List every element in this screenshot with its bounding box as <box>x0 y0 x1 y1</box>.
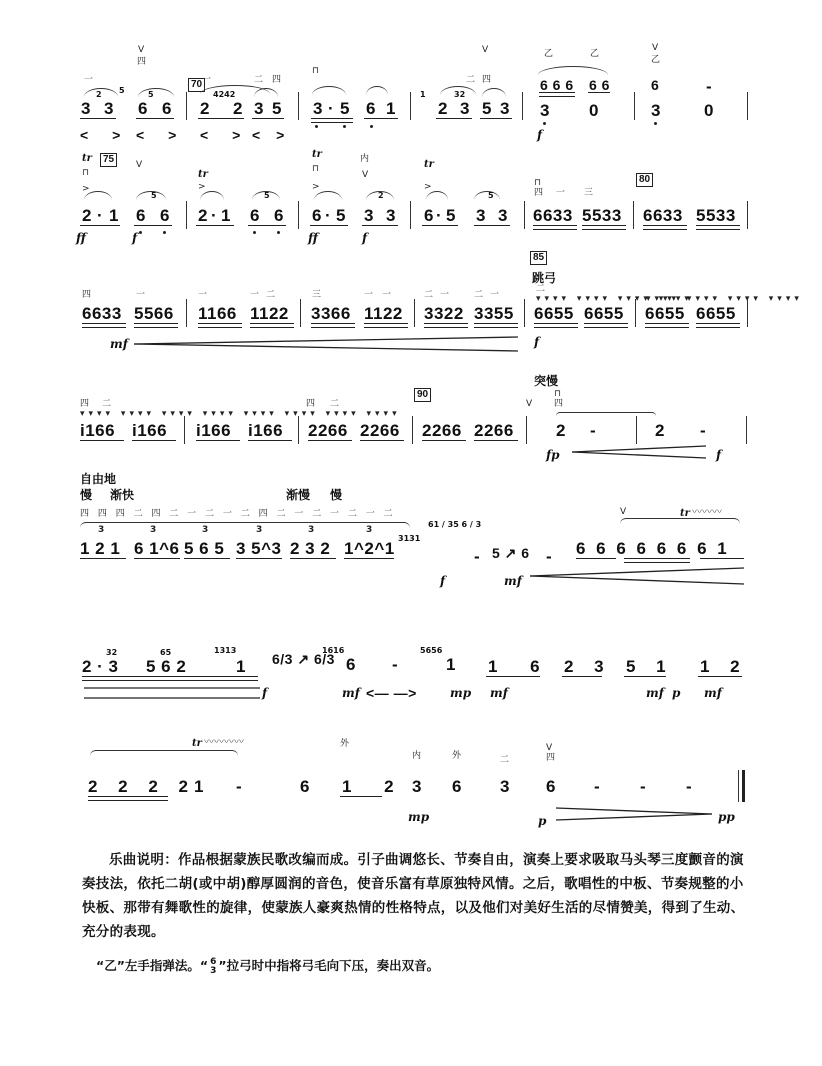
staff-row-6 <box>0 610 822 720</box>
trill-mark: tr <box>424 159 434 170</box>
note: 5 <box>482 99 492 118</box>
barline <box>526 416 527 444</box>
fingering: 一 <box>490 290 500 300</box>
note: 5 <box>340 99 350 118</box>
note: 3 <box>540 101 550 120</box>
note-group: 5 6 5 <box>184 539 225 558</box>
note: 1 <box>109 206 119 225</box>
note-group: 5566 <box>134 304 174 323</box>
note: 2 <box>233 99 243 118</box>
slur <box>312 86 346 95</box>
slur <box>138 88 174 97</box>
rest-dash: - <box>706 77 713 96</box>
fingering: 二 <box>424 290 434 300</box>
bow-down-icon: ⊓ <box>534 178 542 188</box>
barline <box>633 201 634 229</box>
fingering: 四 <box>137 57 147 67</box>
note: 1 <box>221 206 231 225</box>
note-group: 2 3 2 <box>290 539 331 558</box>
fingering: 一 <box>202 75 212 85</box>
note: 6 <box>274 206 284 225</box>
note: 1 <box>236 657 246 676</box>
note: 6 <box>424 206 434 225</box>
note: 3 <box>364 206 374 225</box>
hairpin: < > <box>200 127 251 143</box>
note: 6 <box>162 99 172 118</box>
barline <box>634 92 635 120</box>
fingering: 四 <box>534 188 544 198</box>
bow-up-icon: V <box>546 743 553 753</box>
fingering: 乙 <box>590 49 600 59</box>
note: 6 <box>452 777 462 796</box>
note-group: 6633 <box>533 206 573 225</box>
note: 2 <box>655 421 665 440</box>
barline <box>747 92 748 120</box>
dynamic-mark: pp <box>718 810 735 824</box>
slur <box>482 88 506 97</box>
barline <box>524 299 525 327</box>
note: 3 <box>500 99 510 118</box>
note: 5 <box>446 206 456 225</box>
dynamic-mark: ff <box>76 231 86 245</box>
trill-mark: tr <box>198 169 208 180</box>
slur <box>538 66 608 75</box>
note: 3 <box>313 99 323 118</box>
grace-note: 5 <box>488 191 494 200</box>
slur <box>366 86 388 95</box>
barline <box>184 416 185 444</box>
grace-note: 5 <box>148 90 154 99</box>
rest-dash: - <box>640 777 647 796</box>
fingering: 二 <box>466 75 476 85</box>
note-group: 6655 <box>534 304 574 323</box>
triplet-mark: 3 <box>366 525 373 535</box>
bow-down-icon: ⊓ <box>554 389 562 399</box>
rehearsal-mark-70: 70 <box>188 78 205 92</box>
dynamic-mark: f <box>262 686 268 700</box>
fingering: 内 <box>412 751 422 761</box>
staff-row-3 <box>0 252 822 365</box>
fingering: 一 <box>250 290 260 300</box>
rest-dash: - <box>236 777 243 796</box>
staff-row-5 <box>0 468 822 598</box>
note: 3 <box>651 101 661 120</box>
note: 3 <box>500 777 510 796</box>
note-group: 6 6 6 6 6 6 6 1 <box>576 539 730 558</box>
barline <box>186 92 187 120</box>
grace-note: 1616 <box>322 646 345 655</box>
barline <box>738 770 739 802</box>
decrescendo-hairpin <box>556 806 712 822</box>
footnote-text-2: ”拉弓时中指将弓毛向下压，奏出双音。 <box>218 958 440 973</box>
rehearsal-mark-80: 80 <box>636 173 653 187</box>
note-group: 1122 <box>250 304 289 323</box>
bow-up-icon: V <box>136 160 143 170</box>
note: 1 <box>386 99 396 118</box>
trill-mark: tr <box>82 153 92 164</box>
barline <box>300 299 301 327</box>
note: 6 <box>312 206 322 225</box>
note: 6 <box>300 777 310 796</box>
note-upper: 6 6 <box>589 77 610 93</box>
barline <box>746 416 747 444</box>
fingering: 一 <box>440 290 450 300</box>
triplet-mark: 3 <box>202 525 209 535</box>
note: · <box>325 206 332 225</box>
barline <box>636 416 637 444</box>
trill-wave: 〰〰〰 <box>692 507 722 518</box>
tempo-marking: 慢 <box>80 488 93 502</box>
grace-note: 5 <box>119 86 125 95</box>
bow-up-icon: V <box>362 170 369 180</box>
grace-note: 1 <box>420 90 426 99</box>
rest-dash: - <box>590 421 597 440</box>
fingering: 外 <box>452 751 462 761</box>
dynamic-mark: mf <box>646 686 664 700</box>
rest-dash: - <box>546 547 553 566</box>
note-group: 6 1^6 <box>134 539 180 558</box>
grace-note: 3131 <box>398 534 421 543</box>
fingering: 外 <box>340 739 350 749</box>
barline <box>298 201 299 229</box>
staff-row-2 <box>0 145 822 255</box>
note-group: i166 <box>132 421 168 440</box>
tempo-marking: 自由地 <box>80 472 117 486</box>
note-upper: 6 <box>651 77 660 93</box>
note: 6 <box>138 99 148 118</box>
dynamic-mark: f <box>440 574 446 588</box>
note-group: 2266 <box>360 421 400 440</box>
hairpin <box>84 686 260 700</box>
fingering: 四 <box>80 399 90 409</box>
note-group: 5533 <box>582 206 622 225</box>
note: 6 <box>346 655 356 674</box>
note-group: i166 <box>196 421 232 440</box>
rehearsal-mark-90: 90 <box>414 388 431 402</box>
barline <box>414 299 415 327</box>
note: 3 <box>460 99 470 118</box>
fingering: 二 <box>330 399 340 409</box>
dynamic-mark: f <box>537 128 543 142</box>
fingering: 二 <box>254 75 264 85</box>
bow-down-icon: ⊓ <box>312 66 320 76</box>
triplet-mark: 3 <box>150 525 157 535</box>
barline <box>186 201 187 229</box>
barline <box>410 92 411 120</box>
note-group: 6633 <box>82 304 122 323</box>
note: 3 <box>104 99 114 118</box>
barline <box>410 201 411 229</box>
note: · <box>328 99 335 118</box>
note-group: 1 2 <box>342 777 408 796</box>
crescendo-hairpin <box>530 566 744 586</box>
note: 5 <box>272 99 282 118</box>
note-group: 3366 <box>311 304 351 323</box>
trill-mark: tr <box>312 149 322 160</box>
note-group: 2 3 <box>564 657 612 676</box>
barline <box>298 92 299 120</box>
note-upper: 6 6 6 <box>540 77 574 93</box>
note: 3 <box>386 206 396 225</box>
fingering: 四 <box>272 75 282 85</box>
rest-dash: - <box>686 777 693 796</box>
hairpin: < > <box>136 127 187 143</box>
grace-note: 1313 <box>214 646 237 655</box>
fingering: 四 <box>554 399 564 409</box>
dynamic-mark: mp <box>450 686 472 700</box>
dynamic-mark: mf <box>490 686 508 700</box>
tempo-marking: 渐快 <box>110 488 135 502</box>
accent-icon: > <box>424 182 432 192</box>
note: 1 <box>194 777 204 796</box>
note-group: 3355 <box>474 304 514 323</box>
barline <box>522 92 523 120</box>
note: 5 <box>336 206 346 225</box>
tempo-marking: 突慢 <box>534 374 559 388</box>
note: 3 <box>254 99 264 118</box>
dynamic-mark: p <box>672 686 681 700</box>
grace-note: 5656 <box>420 646 443 655</box>
note-group: 1 2 1 <box>80 539 121 558</box>
fingering: 二 <box>102 399 112 409</box>
hairpin: < > <box>80 127 131 143</box>
note-group: 6633 <box>643 206 683 225</box>
dynamic-mark: fp <box>546 448 560 462</box>
performance-footnote <box>96 956 439 976</box>
note: 3 <box>81 99 91 118</box>
tempo-marking: 慢 <box>330 488 343 502</box>
fingering: 三 <box>584 188 594 198</box>
note: 0 <box>589 101 599 120</box>
note-group: 5 1 <box>626 657 674 676</box>
staccato-marks: ▾▾▾▾ ▾▾▾▾ ▾▾▾▾ ▾▾▾▾ <box>536 294 693 304</box>
dynamic-mark: mf <box>704 686 722 700</box>
note-group: 5 6 2 <box>146 657 187 676</box>
staff-row-4 <box>0 370 822 470</box>
rest-dash: - <box>392 655 399 674</box>
fingering: 乙 <box>651 55 661 65</box>
double-stop: 6/3 ↗ 6/3 <box>272 651 335 667</box>
note: 2 <box>556 421 566 440</box>
note-group: 1166 <box>198 304 237 323</box>
fingering: 二 <box>266 290 276 300</box>
accent-icon: > <box>82 184 90 194</box>
grace-note: 65 <box>160 648 172 657</box>
bow-down-icon: ⊓ <box>312 164 320 174</box>
note-group: 6655 <box>696 304 736 323</box>
note-group: 2 · 3 <box>82 657 119 676</box>
grace-note: 32 <box>454 90 466 99</box>
fingering: 四 <box>306 399 316 409</box>
note-group: 1^2^1 <box>344 539 395 558</box>
triplet-mark: 3 <box>308 525 315 535</box>
grace-note: 2 <box>96 90 102 99</box>
dynamic-mark: mf <box>504 574 522 588</box>
barline <box>298 416 299 444</box>
note: 6 <box>136 206 146 225</box>
note: 6 <box>366 99 376 118</box>
fingering: 二 <box>536 284 546 294</box>
note-group: 1122 <box>364 304 403 323</box>
dynamic-mark: f <box>716 448 722 462</box>
note: 5 ↗ 6 <box>492 545 530 561</box>
note-group: 2266 <box>474 421 514 440</box>
note: 0 <box>704 101 714 120</box>
note: 6 <box>160 206 170 225</box>
dynamic-mark: mf <box>342 686 360 700</box>
note: 3 <box>412 777 422 796</box>
grace-note: 4242 <box>213 90 236 99</box>
note-group: 5533 <box>696 206 736 225</box>
triplet-mark: 3 <box>256 525 263 535</box>
rest-dash: - <box>594 777 601 796</box>
note: 3 <box>476 206 486 225</box>
crescendo-hairpin <box>134 335 518 353</box>
dynamic-mark: f <box>362 231 368 245</box>
barline <box>747 299 748 327</box>
staccato-marks: ▾▾▾▾ ▾▾▾▾ ▾▾▾▾ ▾▾▾▾ ▾▾▾▾ ▾▾▾▾ ▾▾▾▾ ▾▾▾▾ <box>80 409 401 419</box>
barline <box>412 416 413 444</box>
final-barline <box>742 770 745 802</box>
bow-up-icon: V <box>620 507 627 517</box>
note-group: 6655 <box>645 304 685 323</box>
rehearsal-mark-75: 75 <box>100 153 117 167</box>
crescendo-hairpin <box>572 444 706 460</box>
accent-icon: > <box>312 182 320 192</box>
fingering: 一 <box>84 75 94 85</box>
rest-dash: - <box>700 421 707 440</box>
grace-note: 2 <box>378 191 384 200</box>
fingering: 一 <box>198 290 208 300</box>
staff-row-1 <box>0 40 822 145</box>
note-group: i166 <box>80 421 116 440</box>
note-group: 1 6 <box>488 657 554 676</box>
note-group: 3 5^3 <box>236 539 282 558</box>
technique-label: 跳弓 <box>532 271 557 285</box>
fingering: 一 <box>364 290 374 300</box>
fingering-row: 四 四 四 二 四 二 一 二 一 二 四 二 一 二 一 二 一 二 <box>80 509 396 519</box>
barline <box>635 299 636 327</box>
dynamic-mark: mp <box>408 810 430 824</box>
accent-icon: > <box>198 182 206 192</box>
note: 2 <box>438 99 448 118</box>
note: 1 <box>446 655 456 674</box>
barline <box>524 201 525 229</box>
note-group: 6655 <box>584 304 624 323</box>
note: · <box>97 206 104 225</box>
fingering: 三 <box>312 290 322 300</box>
note-group: 2266 <box>422 421 462 440</box>
grace-note: 5 <box>151 191 157 200</box>
piece-description: 乐曲说明：作品根据蒙族民歌改编而成。引子曲调悠长、节奏自由，演奏上要求吸取马头琴三度颤音的演奏技法，依托二胡(或中胡)醇厚圆润的音色，使音乐富有草原独特风情。之后，歌唱性的中板、节奏规整的小快板、那带有舞歌性的旋律，使蒙族人豪爽热情的性格特点，以及他们对美好生活的尽情赞美，得到了生动、充分的表现。 <box>82 852 745 940</box>
fingering: 四 <box>82 290 92 300</box>
bow-up-icon: V <box>652 43 659 53</box>
trill-mark: tr <box>680 508 690 519</box>
fingering: 一 <box>136 290 146 300</box>
note: 2 <box>82 206 92 225</box>
fingering: 内 <box>360 154 370 164</box>
fingering: 一 <box>556 188 566 198</box>
bow-up-icon: V <box>526 399 533 409</box>
note-group: i166 <box>248 421 284 440</box>
note-group: 2266 <box>308 421 348 440</box>
note: 6 <box>546 777 556 796</box>
note: · <box>436 206 443 225</box>
footnote-text-1: “乙”左手指弹法。“ <box>96 958 209 973</box>
bow-up-icon: V <box>138 45 145 55</box>
double-stop: 61 / 35 6 / 3 <box>428 520 482 529</box>
fingering: 乙 <box>544 49 554 59</box>
rest-dash: - <box>474 547 481 566</box>
note: 2 <box>198 206 208 225</box>
fingering: 一 <box>382 290 392 300</box>
fingering: 二 <box>474 290 484 300</box>
hairpin: <— —> <box>366 685 417 701</box>
dynamic-mark: mf <box>110 337 128 351</box>
rehearsal-mark-85: 85 <box>530 251 547 265</box>
dynamic-mark: f <box>132 231 138 245</box>
fingering: 四 <box>482 75 492 85</box>
bow-up-icon: V <box>482 45 489 55</box>
grace-note: 32 <box>106 648 118 657</box>
trill-mark: tr <box>192 738 202 749</box>
fingering: 二 <box>500 755 510 765</box>
dynamic-mark: ff <box>308 231 318 245</box>
note: 3 <box>498 206 508 225</box>
tempo-marking: 渐慢 <box>286 488 311 502</box>
note: · <box>211 206 218 225</box>
note-group: 3322 <box>424 304 464 323</box>
triplet-mark: 3 <box>98 525 105 535</box>
hairpin: < > <box>252 127 291 143</box>
note-group: 2 2 2 2 <box>88 777 196 796</box>
double-stop-symbol: 6 3 <box>210 956 217 976</box>
bow-down-icon: ⊓ <box>82 168 90 178</box>
dynamic-mark: f <box>534 335 540 349</box>
note-group: 1 2 <box>700 657 748 676</box>
slur <box>254 88 278 97</box>
note: 6 <box>250 206 260 225</box>
note: 2 <box>200 99 210 118</box>
staff-row-7 <box>0 730 822 830</box>
grace-note: 5 <box>264 191 270 200</box>
staccato-marks: ▾▾▾▾ ▾▾▾▾ ▾▾▾▾ ▾▾▾▾ <box>646 294 803 304</box>
barline <box>186 299 187 327</box>
fingering: 四 <box>546 753 556 763</box>
barline <box>747 201 748 229</box>
trill-wave: 〰〰〰〰 <box>204 737 244 748</box>
dynamic-mark: p <box>538 814 547 828</box>
